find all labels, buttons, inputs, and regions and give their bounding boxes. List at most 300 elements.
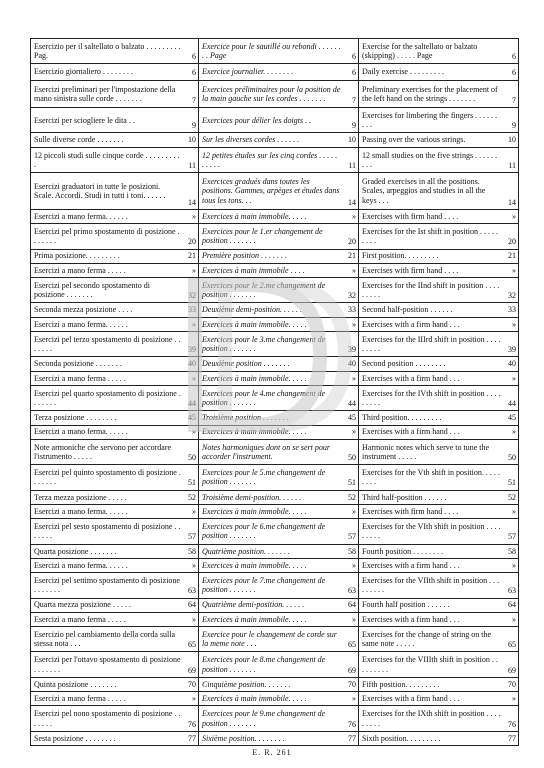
french-entry-cell <box>198 278 358 302</box>
english-entry: Exercises for limbering the fingers . . . . . . . . . <box>362 110 498 130</box>
english-entry: Passing over the various strings. <box>362 135 466 145</box>
french-entry: Exercices à main immobile. . . . . <box>202 319 307 329</box>
page-number: 9 <box>512 121 516 131</box>
table-row <box>31 691 518 705</box>
table-of-contents <box>30 38 519 746</box>
page-number: 44 <box>508 398 516 408</box>
page-number: » <box>352 265 356 275</box>
french-entry: Deuxième position . . . . . . . <box>202 359 290 369</box>
italian-entry-cell <box>31 372 198 385</box>
french-entry: Exercices à main immobile. . . . . <box>202 427 307 437</box>
italian-entry: Quarta posizione . . . . . . . <box>34 546 117 556</box>
french-entry: 12 petites études sur les cinq cordes . . . . . . . . . . <box>202 150 338 169</box>
english-entry: Exercises with a firm hand . . . <box>362 694 460 704</box>
italian-entry: Esercizi pel sesto spostamento di posizione . . . . . . . <box>34 522 181 541</box>
page-number: 44 <box>348 398 356 408</box>
english-entry-cell <box>358 411 518 424</box>
english-entry-cell <box>358 692 518 705</box>
english-entry-cell <box>358 505 518 518</box>
page-number: 69 <box>188 665 196 675</box>
italian-entry-cell <box>31 81 198 107</box>
table-row <box>31 677 518 691</box>
page-number: 20 <box>508 237 516 247</box>
french-entry: Exercices à main immobile. . . . . <box>202 506 307 516</box>
page-number: 58 <box>508 546 516 556</box>
page-number: 52 <box>348 492 356 502</box>
english-entry-cell <box>358 706 518 730</box>
english-entry: Second half-position . . . . . . <box>362 305 453 315</box>
italian-entry: Sesta posizione . . . . . . . . <box>34 733 116 743</box>
french-entry-cell <box>198 64 358 79</box>
italian-entry: Esercizi a mano ferma . . . . . <box>34 265 126 275</box>
english-entry: Preliminary exercises for the placement of the left hand on the strings . . . . . . . <box>362 84 498 103</box>
italian-entry: Terza mezza posizione . . . . . <box>34 492 127 502</box>
table-row <box>31 504 518 518</box>
french-entry: Troisième position . . . . . . . <box>202 413 290 423</box>
italian-entry-cell <box>31 386 198 410</box>
page-number: 64 <box>508 600 516 610</box>
french-entry-cell <box>198 465 358 489</box>
english-entry: Exercises for the IXth shift in position . . . . . . . . . <box>362 709 501 728</box>
table-row <box>31 147 518 172</box>
italian-entry: Terza posizione . . . . . . . . <box>34 413 117 423</box>
english-entry: Exercises for the IIIrd shift in position . . . . . . . . . <box>362 334 501 354</box>
page-number: 32 <box>348 291 356 301</box>
french-entry-cell <box>198 545 358 558</box>
english-entry-cell <box>358 224 518 248</box>
italian-entry-cell <box>31 278 198 302</box>
page-number: » <box>352 560 356 570</box>
english-entry-cell <box>358 210 518 223</box>
page-number: 76 <box>348 719 356 729</box>
table-row <box>31 331 518 356</box>
page-number: 10 <box>508 135 516 145</box>
italian-entry: Quarta mezza posizione . . . . . <box>34 600 131 610</box>
french-entry-cell <box>198 491 358 504</box>
page-number: 10 <box>348 135 356 145</box>
page-number: 33 <box>508 305 516 315</box>
english-entry-cell <box>358 491 518 504</box>
english-entry: Exercises for the VIth shift in position . . . . . . . . . <box>362 522 501 541</box>
italian-entry-cell <box>31 318 198 331</box>
page-number: 7 <box>352 95 356 105</box>
italian-entry-cell <box>31 148 198 172</box>
page-number: » <box>352 506 356 516</box>
french-entry: Notes harmoniques dont on se sert pour accorder l'instrument. <box>202 442 330 461</box>
table-row <box>31 544 518 558</box>
english-entry: Fifth position. . . . . . . . . <box>362 679 440 689</box>
english-entry-cell <box>358 545 518 558</box>
english-entry: Exercises with a firm hand . . . <box>362 427 460 437</box>
french-entry-cell <box>198 264 358 277</box>
french-entry-cell <box>198 224 358 248</box>
page-number: » <box>512 560 516 570</box>
page-number: » <box>192 319 196 329</box>
french-entry: Première position . . . . . . . <box>202 251 287 261</box>
page-number: » <box>512 614 516 624</box>
page-number: 14 <box>188 197 196 207</box>
page-number: 58 <box>188 546 196 556</box>
english-entry-cell <box>358 465 518 489</box>
english-entry: Exercises with a firm hand . . . <box>362 319 460 329</box>
page-number: 21 <box>508 251 516 261</box>
english-entry-cell <box>358 613 518 626</box>
english-entry-cell <box>358 599 518 612</box>
page-number: 7 <box>192 95 196 105</box>
page-number: » <box>352 614 356 624</box>
french-entry: Exercices à main immobile . . . . <box>202 265 305 275</box>
page-number: » <box>512 265 516 275</box>
page-number: 45 <box>188 413 196 423</box>
italian-entry-cell <box>31 426 198 439</box>
english-entry-cell <box>358 278 518 302</box>
page-number: 51 <box>188 478 196 488</box>
italian-entry: Esercizi pel secondo spostamento di posizione . . . . . . . <box>34 280 150 300</box>
table-row <box>31 356 518 370</box>
page-number: » <box>352 373 356 383</box>
french-entry-cell <box>198 505 358 518</box>
table-row <box>31 317 518 331</box>
page-number: » <box>512 211 516 221</box>
french-entry-cell <box>198 386 358 410</box>
english-entry: 12 small studies on the five strings . . . . . . . . . <box>362 150 498 169</box>
english-entry: Graded exercises in all the positions. Scales, arpeggios and studies in all the keys . . . <box>362 177 486 205</box>
french-entry-cell <box>198 357 358 370</box>
french-entry: Exercices à main immobile. . . . . <box>202 211 307 221</box>
french-entry: Exercices à main immobile. . . . . <box>202 694 307 704</box>
italian-entry: Esercizi a mano ferma. . . . . . <box>34 427 128 437</box>
english-entry: Exercises with firm hand . . . . <box>362 506 459 516</box>
page-number: 20 <box>348 237 356 247</box>
page-number: 21 <box>188 251 196 261</box>
english-entry-cell <box>358 627 518 651</box>
table-row <box>31 107 518 132</box>
page-number: » <box>192 694 196 704</box>
table-row <box>31 223 518 248</box>
english-entry-cell <box>358 357 518 370</box>
table-row <box>31 626 518 651</box>
french-entry: Exercices à main immobile. . . . . <box>202 614 307 624</box>
table-row <box>31 572 518 597</box>
page-number: 6 <box>352 68 356 78</box>
italian-entry-cell <box>31 559 198 572</box>
page-number: 64 <box>348 600 356 610</box>
page-number: 6 <box>512 68 516 78</box>
page-number: 9 <box>192 121 196 131</box>
french-entry-cell <box>198 148 358 172</box>
french-entry-cell <box>198 250 358 263</box>
italian-entry-cell <box>31 108 198 132</box>
french-entry: Exercices à main immobile. . . . . <box>202 373 307 383</box>
page-number: 70 <box>188 679 196 689</box>
french-entry: Quatrième demi-position. . . . . . <box>202 600 305 610</box>
italian-entry-cell <box>31 627 198 651</box>
page-number: 11 <box>348 160 356 170</box>
italian-entry-cell <box>31 491 198 504</box>
table-row <box>31 731 518 746</box>
english-entry-cell <box>358 678 518 691</box>
table-row <box>31 38 518 63</box>
english-entry-cell <box>358 264 518 277</box>
italian-entry: Esercizi graduatori in tutte le posizioni. Scale. Accordi. Studi in tutti i toni. . . . . . <box>34 181 166 200</box>
table-row <box>31 425 518 439</box>
table-row <box>31 385 518 410</box>
french-entry-cell <box>198 692 358 705</box>
page-number: 40 <box>508 359 516 369</box>
page-number: 11 <box>188 160 196 170</box>
french-entry: Troisième demi-position. . . . . . <box>202 492 302 502</box>
italian-entry-cell <box>31 39 198 63</box>
italian-entry: Esercizi a mano ferma . . . . . <box>34 694 126 704</box>
page-number: 52 <box>508 492 516 502</box>
page-number: 77 <box>188 733 196 743</box>
table-row <box>31 277 518 302</box>
french-entry: Cinquième position. . . . . . . <box>202 679 291 689</box>
french-entry-cell <box>198 440 358 464</box>
page-number: 39 <box>508 345 516 355</box>
page-number: 6 <box>512 52 516 62</box>
english-entry-cell <box>358 148 518 172</box>
english-entry: Sixth position. . . . . . . . . <box>362 733 441 743</box>
italian-entry-cell <box>31 599 198 612</box>
french-entry: Exercices pour le 8.me changement de position . . . . . . . <box>202 655 326 674</box>
italian-entry-cell <box>31 303 198 316</box>
french-entry-cell <box>198 613 358 626</box>
page-number: 64 <box>188 600 196 610</box>
english-entry-cell <box>358 173 518 209</box>
page-number: 6 <box>352 52 356 62</box>
english-entry: Exercises for the IInd shift in position . . . . . . . . . <box>362 280 500 300</box>
english-entry-cell <box>358 573 518 597</box>
italian-entry-cell <box>31 173 198 209</box>
italian-entry: Esercizi a mano ferma. . . . . . <box>34 506 128 516</box>
french-entry: Exercices pour le 2.me changement de position . . . . . . . <box>202 280 326 300</box>
italian-entry-cell <box>31 250 198 263</box>
page-number: 65 <box>508 640 516 650</box>
italian-entry: Note armoniche che servono per accordare l'istrumento . . . . . <box>34 442 172 461</box>
table-row <box>31 490 518 504</box>
page-number: 32 <box>188 291 196 301</box>
table-row <box>31 598 518 612</box>
french-entry-cell <box>198 706 358 730</box>
english-entry: Exercises with a firm hand . . . <box>362 373 460 383</box>
french-entry-cell <box>198 573 358 597</box>
italian-entry: 12 piccoli studi sulle cinque corde . . . . . . . . . . <box>34 150 180 169</box>
english-entry: Third position. . . . . . . . . <box>362 413 442 423</box>
page-number: 45 <box>508 413 516 423</box>
english-entry-cell <box>358 426 518 439</box>
french-entry-cell <box>198 559 358 572</box>
page-number: 50 <box>188 452 196 462</box>
page-number: 14 <box>348 197 356 207</box>
english-entry: Exercise for the saltellato or balzato (skipping) . . . . . Page <box>362 41 478 61</box>
italian-entry-cell <box>31 64 198 79</box>
italian-entry-cell <box>31 692 198 705</box>
table-row <box>31 410 518 424</box>
french-entry: Exercices gradués dans toutes les positions. Gammes, arpèges et études dans tous les tons. . . <box>202 177 340 205</box>
italian-entry-cell <box>31 264 198 277</box>
page-number: 50 <box>348 452 356 462</box>
page-number: 63 <box>188 586 196 596</box>
table-row <box>31 558 518 572</box>
italian-entry: Esercizio pel cambiamento della corda sulla stessa nota . . . <box>34 629 176 649</box>
table-row <box>31 263 518 277</box>
english-entry-cell <box>358 133 518 146</box>
english-entry: Exercises for the change of string on the same note . . . . . <box>362 629 492 649</box>
italian-entry-cell <box>31 332 198 356</box>
french-entry-cell <box>198 411 358 424</box>
french-entry-cell <box>198 372 358 385</box>
page-number: 70 <box>508 679 516 689</box>
page-number: 6 <box>192 68 196 78</box>
page-number: 33 <box>188 305 196 315</box>
english-entry-cell <box>358 559 518 572</box>
english-entry-cell <box>358 386 518 410</box>
italian-entry: Esercizi a mano ferma. . . . . . <box>34 211 128 221</box>
page-number: 11 <box>508 160 516 170</box>
italian-entry-cell <box>31 652 198 676</box>
page-number: » <box>192 211 196 221</box>
italian-entry: Esercizi pel settimo spostamento di posizione . . . . . . . <box>34 575 180 595</box>
page-number: » <box>512 373 516 383</box>
english-entry-cell <box>358 318 518 331</box>
page-number: » <box>352 319 356 329</box>
page-number: 65 <box>348 640 356 650</box>
page-number: » <box>512 506 516 516</box>
french-entry-cell <box>198 133 358 146</box>
italian-entry-cell <box>31 357 198 370</box>
french-entry: Exercices pour délier les doigts . . <box>202 115 312 125</box>
page-number: 76 <box>508 719 516 729</box>
page-number: 9 <box>352 121 356 131</box>
french-entry-cell <box>198 426 358 439</box>
italian-entry: Quinta posizione . . . . . . . <box>34 679 117 689</box>
english-entry-cell <box>358 372 518 385</box>
english-entry: Second position . . . . . . . . <box>362 359 446 369</box>
french-entry: Quatrième position. . . . . . . <box>202 546 290 556</box>
page-number: » <box>352 211 356 221</box>
table-row <box>31 172 518 209</box>
english-entry-cell <box>358 64 518 79</box>
table-row <box>31 302 518 316</box>
page-number: 51 <box>348 478 356 488</box>
page-number: » <box>192 373 196 383</box>
italian-entry: Esercizio giornaliero . . . . . . . . <box>34 67 133 77</box>
page-number: 21 <box>348 251 356 261</box>
page-number: » <box>192 265 196 275</box>
table-row <box>31 439 518 464</box>
page-number: 77 <box>508 733 516 743</box>
italian-entry: Esercizi a mano ferma . . . . . <box>34 614 126 624</box>
french-entry: Exercice pour le changement de corde sur la meme note . . . <box>202 629 337 649</box>
italian-entry-cell <box>31 545 198 558</box>
english-entry: Fourth position . . . . . . . . <box>362 546 444 556</box>
italian-entry-cell <box>31 613 198 626</box>
english-entry: Exercises with firm hand . . . . <box>362 265 459 275</box>
french-entry: Exercices préliminaires pour la position de la main gauche sur les cordes . . . . . . . <box>202 84 341 103</box>
french-entry: Deuxième demi-position. . . . . . <box>202 305 302 315</box>
page-number: 6 <box>192 52 196 62</box>
page-number: 76 <box>188 719 196 729</box>
english-entry: Harmonic notes which serve to tune the instrument . . . . . <box>362 442 490 461</box>
page-number: 39 <box>188 345 196 355</box>
italian-entry: Esercizio per il saltellato o balzato . . . . . . . . . Pag. <box>34 41 181 61</box>
italian-entry: Prima posizione. . . . . . . . . <box>34 251 120 261</box>
page-footer: E. R. 261 <box>252 748 292 757</box>
table-row <box>31 518 518 543</box>
english-entry: Third half-position . . . . . . <box>362 492 447 502</box>
english-entry: First position. . . . . . . . . <box>362 251 439 261</box>
french-entry-cell <box>198 108 358 132</box>
page-number: 51 <box>508 478 516 488</box>
french-entry-cell <box>198 318 358 331</box>
table-row <box>31 63 518 79</box>
french-entry-cell <box>198 210 358 223</box>
english-entry: Exercises with a firm hand . . . <box>362 560 460 570</box>
italian-entry-cell <box>31 440 198 464</box>
french-entry-cell <box>198 39 358 63</box>
english-entry-cell <box>358 303 518 316</box>
page-number: 65 <box>188 640 196 650</box>
italian-entry-cell <box>31 505 198 518</box>
french-entry: Exercices pour le 3.me changement de position . . . . . . . <box>202 334 326 354</box>
french-entry: Exercices pour le 4.me changement de position . . . . . . . <box>202 388 326 408</box>
page-number: » <box>192 614 196 624</box>
english-entry: Exercises for the Vth shift in position. . . . . . . . . <box>362 468 500 487</box>
page-number: 44 <box>188 398 196 408</box>
italian-entry: Esercizi pel quarto spostamento di posizione . . . . . . . <box>34 388 181 408</box>
english-entry: Exercises with a firm hand . . . <box>362 614 460 624</box>
english-entry: Exercises for the IVth shift in position . . . . . . . . . <box>362 388 501 408</box>
italian-entry-cell <box>31 732 198 745</box>
french-entry: Exercices pour le 9.me changement de position . . . . . . . <box>202 709 326 728</box>
english-entry-cell <box>358 519 518 543</box>
english-entry: Daily exercise . . . . . . . . . <box>362 67 444 77</box>
french-entry-cell <box>198 652 358 676</box>
page-number: » <box>512 319 516 329</box>
page-number: 63 <box>508 586 516 596</box>
french-entry-cell <box>198 599 358 612</box>
french-entry-cell <box>198 519 358 543</box>
french-entry: Exercices pour le 5.me changement de position . . . . . . . <box>202 468 326 487</box>
italian-entry-cell <box>31 133 198 146</box>
page-number: 69 <box>508 665 516 675</box>
page-number: 7 <box>512 95 516 105</box>
table-row <box>31 464 518 489</box>
table-row <box>31 132 518 146</box>
italian-entry: Esercizi pel primo spostamento di posizione . . . . . . . <box>34 226 180 246</box>
italian-entry-cell <box>31 519 198 543</box>
table-row <box>31 651 518 676</box>
italian-entry-cell <box>31 224 198 248</box>
italian-entry-cell <box>31 210 198 223</box>
french-entry: Exercices à main immobile. . . . . <box>202 560 307 570</box>
french-entry-cell <box>198 332 358 356</box>
italian-entry-cell <box>31 465 198 489</box>
page-number: 40 <box>188 359 196 369</box>
english-entry-cell <box>358 332 518 356</box>
page-number: 63 <box>348 586 356 596</box>
page-number: » <box>512 427 516 437</box>
english-entry: Fourth half position . . . . . . <box>362 600 450 610</box>
page-number: » <box>192 560 196 570</box>
italian-entry: Seconda mezza posizione . . . . <box>34 305 133 315</box>
page-number: 10 <box>188 135 196 145</box>
english-entry-cell <box>358 39 518 63</box>
italian-entry-cell <box>31 678 198 691</box>
italian-entry: Seconda posizione . . . . . . . <box>34 359 122 369</box>
table-row <box>31 612 518 626</box>
